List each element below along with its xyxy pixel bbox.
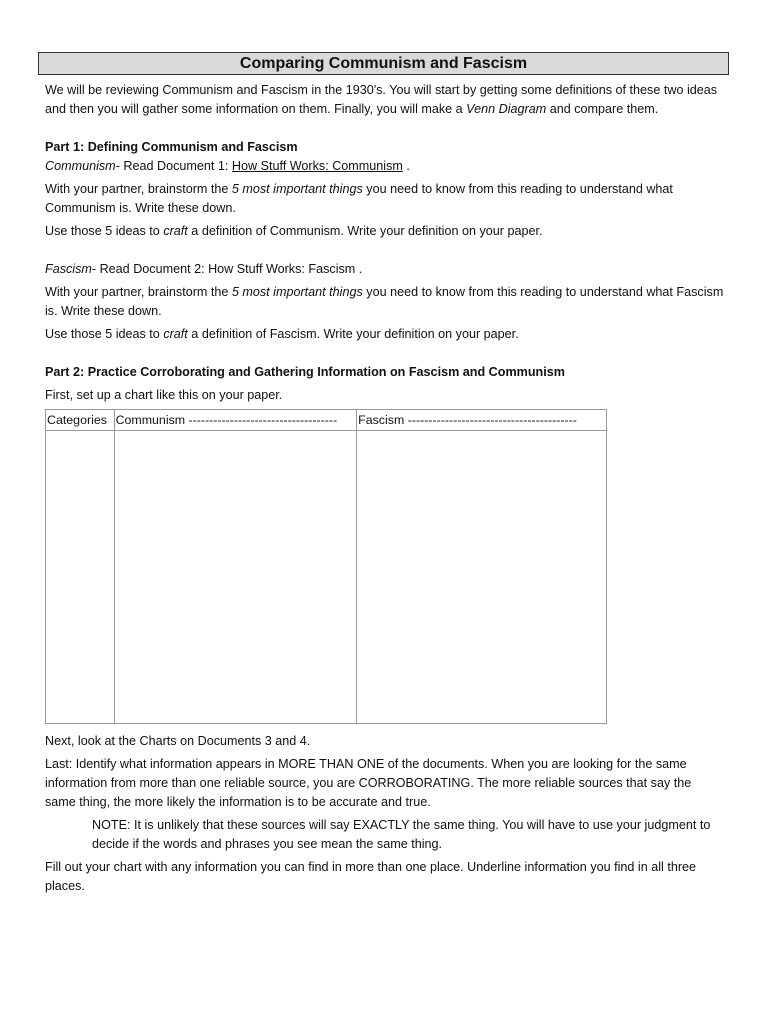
- fill-instruction: Fill out your chart with any information you can find in more than one place. Underline information you find in all three places.: [45, 860, 697, 893]
- worksheet-content: [45, 81, 725, 900]
- communism-brainstorm-end: you need to know from this reading to understand what Communism is. Write these down.: [45, 182, 673, 215]
- fascism-craft-start: Use those 5 ideas to: [45, 327, 164, 341]
- chart-body-row: [46, 431, 607, 724]
- last-instruction: Last: Identify what information appears in MORE THAN ONE of the documents. When you are looking for the same information from more than one reliable source, you are CORROBORATING. The more reliable sources that say the same thing, the more likely the information is to be accurate and true.: [45, 757, 692, 809]
- communism-craft-emphasis: craft: [163, 224, 188, 238]
- chart-cell-categories: [46, 431, 115, 724]
- fascism-brainstorm: [45, 283, 725, 321]
- fascism-read-text: - Read Document 2: How Stuff Works: Fascism .: [91, 262, 363, 276]
- communism-term: Communism: [45, 159, 116, 173]
- chart-header-communism: Communism ------------------------------------: [114, 410, 357, 431]
- fascism-craft-emphasis: craft: [163, 327, 188, 341]
- venn-diagram-term: Venn Diagram: [466, 102, 547, 116]
- fascism-read-line: [45, 260, 725, 279]
- communism-read-text: - Read Document 1:: [115, 159, 232, 173]
- fascism-craft-instruction: [45, 325, 725, 344]
- fascism-brainstorm-emphasis: 5 most important things: [231, 285, 363, 299]
- part1-heading: Part 1: Defining Communism and Fascism: [45, 140, 298, 154]
- communism-craft-end: a definition of Communism. Write your definition on your paper.: [187, 224, 543, 238]
- fascism-brainstorm-end: you need to know from this reading to understand what Fascism is. Write these down.: [45, 285, 724, 318]
- chart-header-row: [46, 410, 607, 431]
- communism-craft-instruction: [45, 222, 725, 241]
- note-paragraph: NOTE: It is unlikely that these sources will say EXACTLY the same thing. You will have to use your judgment to decide if the words and phrases you see mean the same thing.: [92, 818, 711, 851]
- document1-link[interactable]: How Stuff Works: Communism: [231, 159, 403, 173]
- intro-text-end: and compare them.: [546, 102, 659, 116]
- fascism-brainstorm-start: With your partner, brainstorm the: [45, 285, 232, 299]
- communism-read-line: [45, 157, 725, 176]
- page-title: Comparing Communism and Fascism: [38, 52, 729, 75]
- intro-text-start: We will be reviewing Communism and Fascism in the 1930's. You will start by getting some definitions of these two ideas and then you will gather some information on them. Finally, you will make a: [45, 83, 718, 116]
- chart-header-categories: Categories: [46, 410, 115, 431]
- chart-cell-communism: [114, 431, 357, 724]
- comparison-chart: [45, 409, 607, 724]
- chart-cell-fascism: [357, 431, 607, 724]
- communism-read-end: .: [402, 159, 410, 173]
- intro-paragraph: [45, 81, 725, 119]
- fascism-term: Fascism: [45, 262, 92, 276]
- chart-header-fascism: Fascism -----------------------------------------: [357, 410, 607, 431]
- chart-setup-instruction: First, set up a chart like this on your paper.: [45, 388, 283, 402]
- next-instruction: Next, look at the Charts on Documents 3 and 4.: [45, 734, 311, 748]
- communism-brainstorm-emphasis: 5 most important things: [231, 182, 363, 196]
- part2-heading: Part 2: Practice Corroborating and Gathering Information on Fascism and Communism: [45, 365, 565, 379]
- communism-craft-start: Use those 5 ideas to: [45, 224, 164, 238]
- communism-brainstorm: [45, 180, 725, 218]
- fascism-craft-end: a definition of Fascism. Write your definition on your paper.: [187, 327, 519, 341]
- communism-brainstorm-start: With your partner, brainstorm the: [45, 182, 232, 196]
